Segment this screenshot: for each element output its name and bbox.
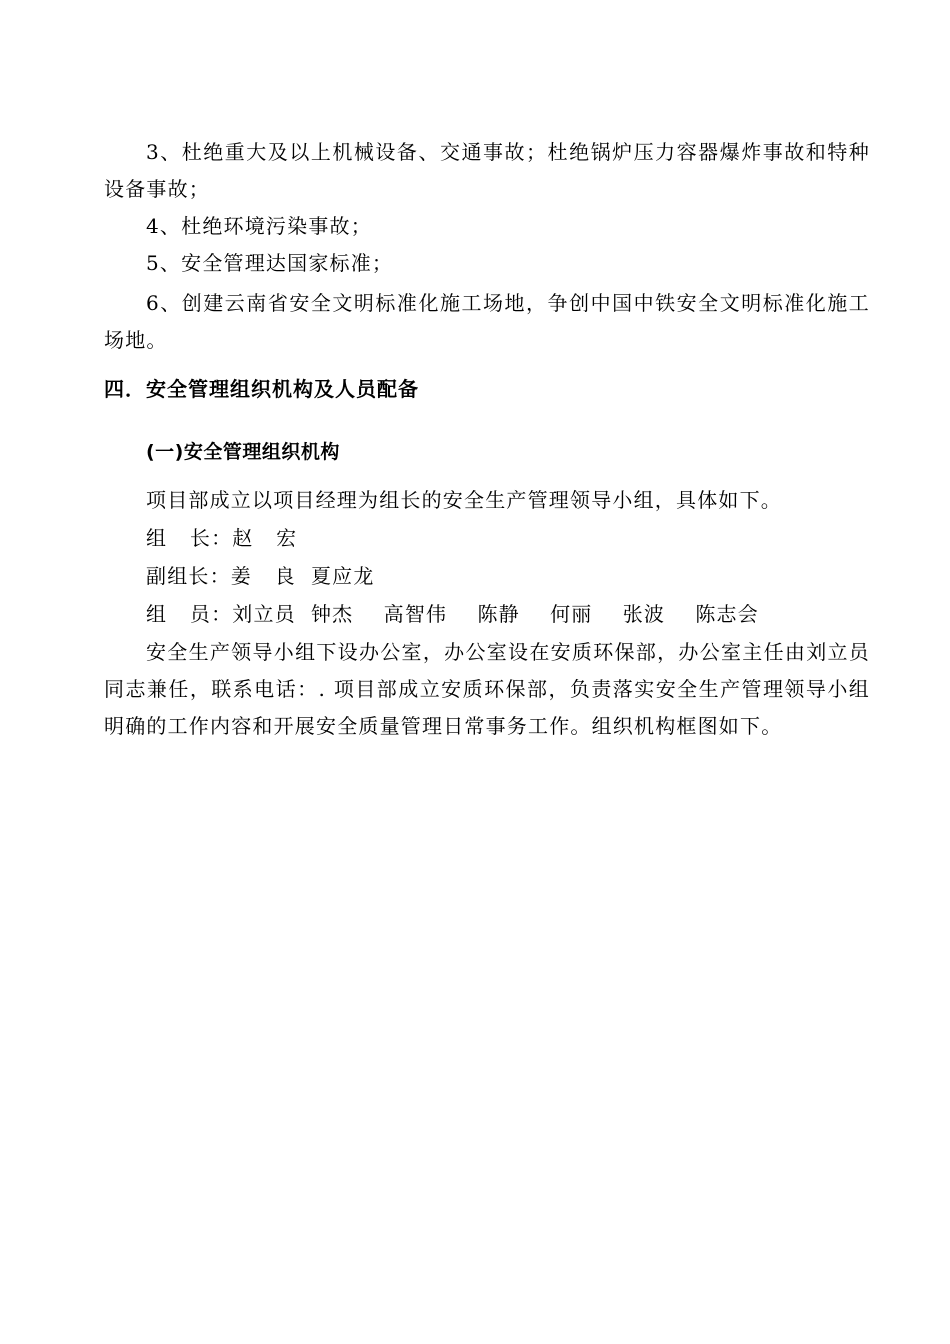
team-leader-line: 组 长：赵 宏 (146, 526, 298, 550)
intro-paragraph: 项目部成立以项目经理为组长的安全生产管理领导小组，具体如下。 (146, 488, 782, 512)
goal-item-6: 6、创建云南省安全文明标准化施工场地，争创中国中铁安全文明标准化施工场地。 (104, 291, 870, 352)
goal-item-4: 4、杜绝环境污染事故； (146, 214, 372, 238)
goal-item-3: 3、杜绝重大及以上机械设备、交通事故；杜绝锅炉压力容器爆炸事故和特种设备事故； (104, 140, 870, 201)
deputy-leader-line: 副组长：姜 良 夏应龙 (146, 564, 375, 588)
office-paragraph: 安全生产领导小组下设办公室，办公室设在安质环保部，办公室主任由刘立员同志兼任，联系电话：. 项目部成立安质环保部，负责落实安全生产管理领导小组明确的工作内容和开展安全质量管理日常事务工作。组织机构框图如下。 (104, 640, 870, 738)
goal-item-5: 5、安全管理达国家标准； (146, 251, 394, 275)
section-heading: 四．安全管理组织机构及人员配备 (104, 377, 419, 401)
team-members-line: 组 员：刘立员 钟杰 高智伟 陈静 何丽 张波 陈志会 (146, 602, 759, 626)
subsection-heading: (一)安全管理组织机构 (146, 441, 340, 463)
